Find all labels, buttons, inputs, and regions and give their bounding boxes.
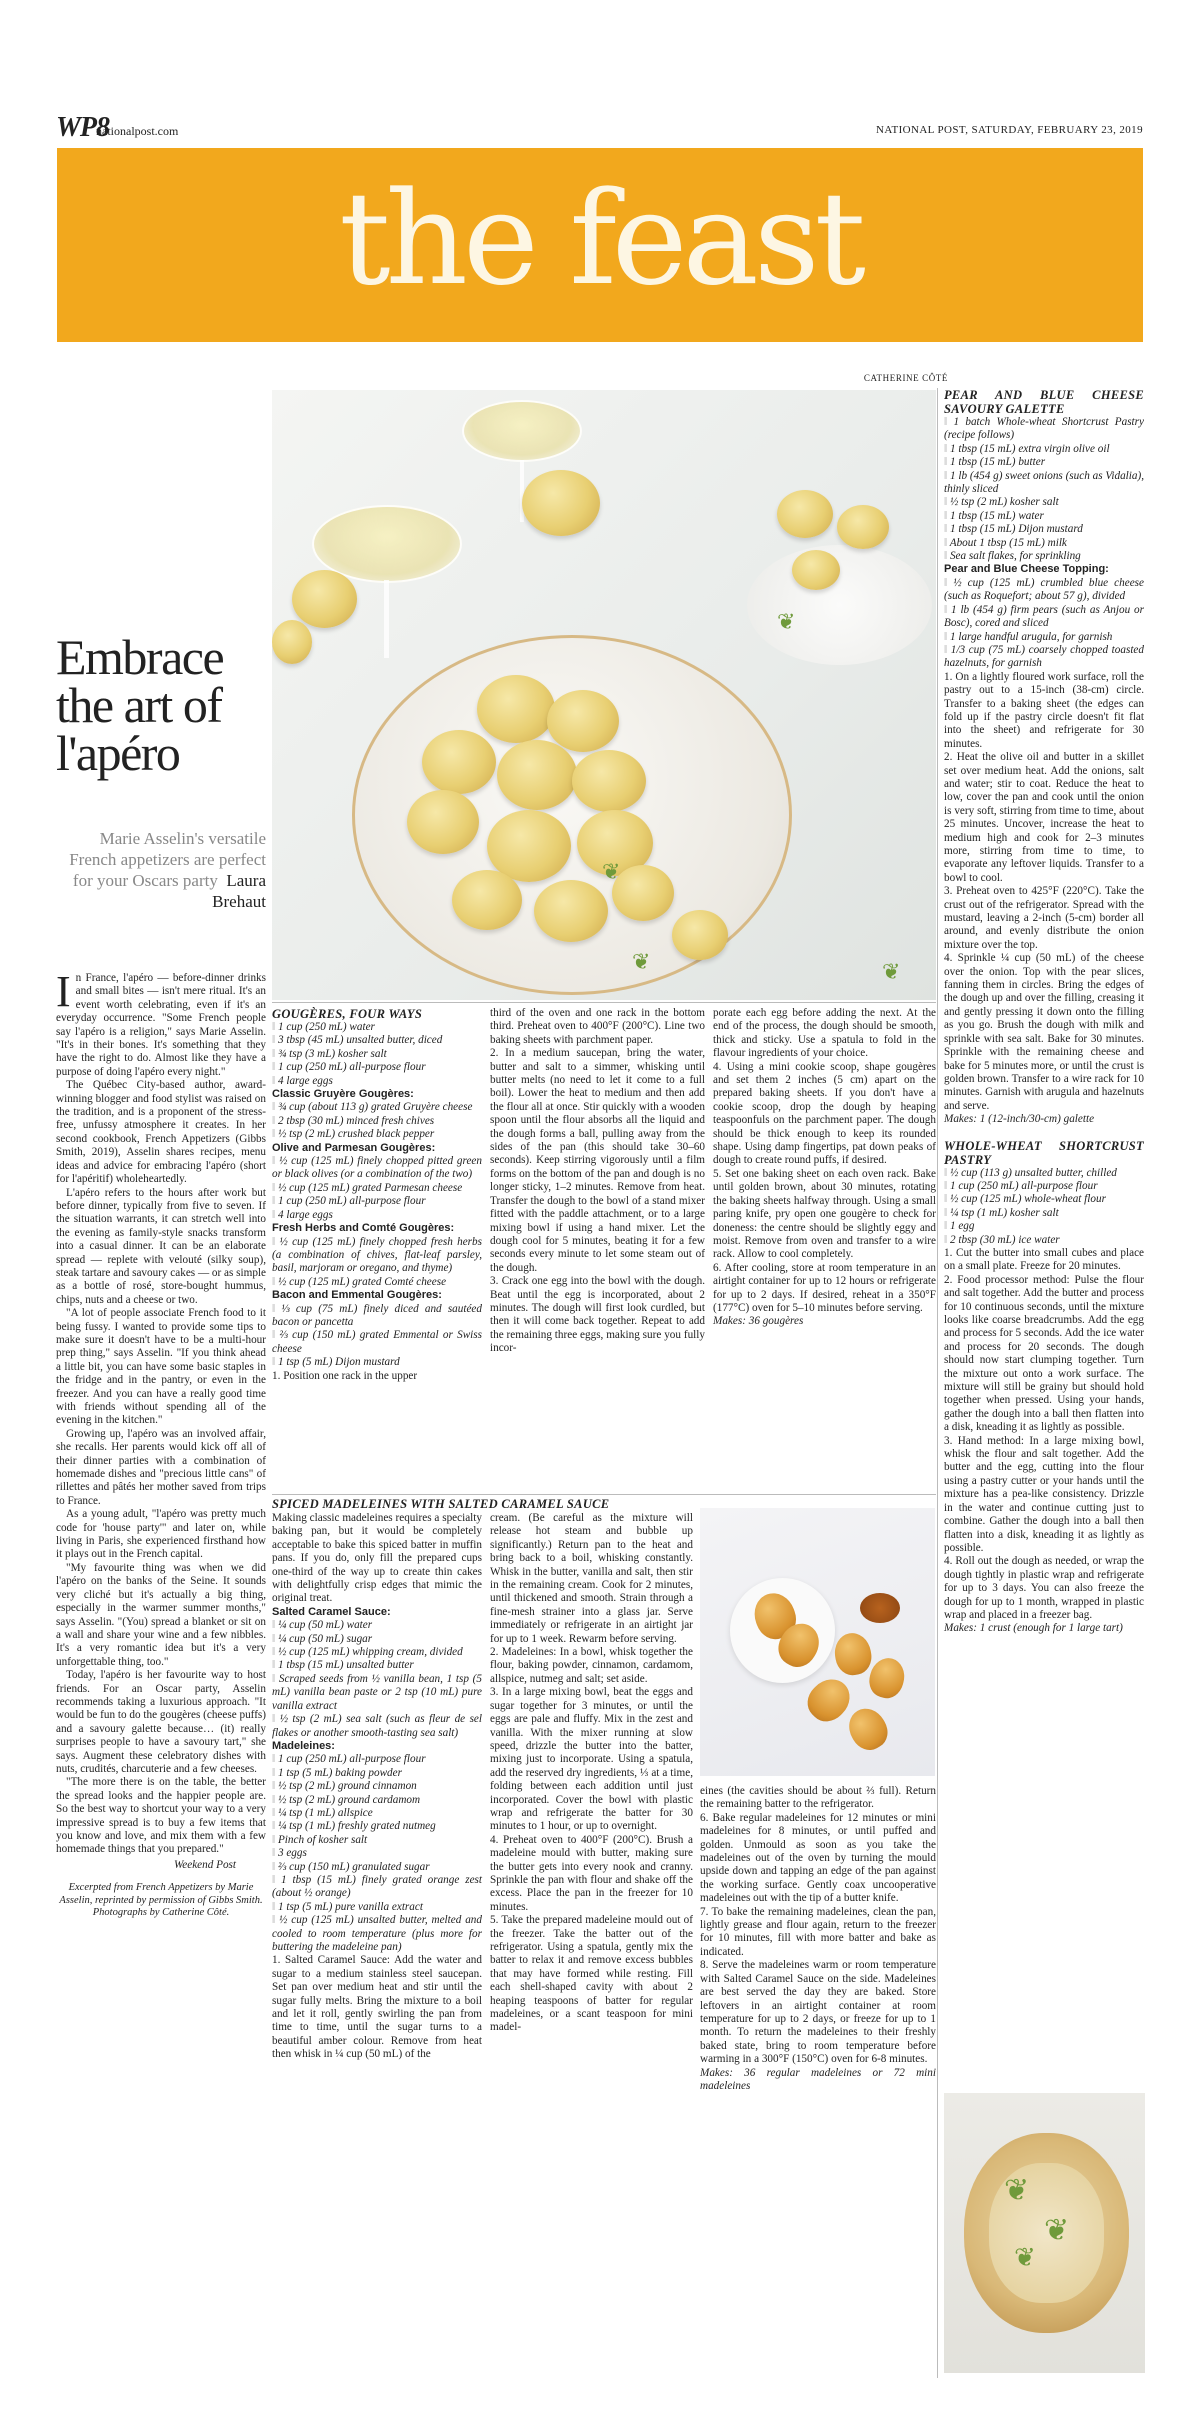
gougere <box>792 550 840 590</box>
ingredient: ‖ ½ cup (113 g) unsalted butter, chilled <box>944 1166 1117 1179</box>
deck-text: Marie Asselin's versatile French appetizers are perfect for your Oscars party <box>69 829 266 890</box>
ingredient: ‖ ¼ cup (50 mL) sugar <box>272 1632 373 1645</box>
recipe-title: GOUGÈRES, FOUR WAYS <box>272 1007 423 1021</box>
recipe-step: 5. Take the prepared madeleine mould out of the freezer. Take the batter out of the refrigerator. Using a spatula, gently mix the batter to relax it and remove excess bubbles that may have formed while resting. Fill each shell-shaped cavity with about 2 heaping teaspoons of batter for regular madeleines, or a scant teaspoon for mini madel- <box>490 1914 693 2034</box>
recipe-title: SPICED MADELEINES WITH SALTED CARAMEL SAUCE <box>272 1497 610 1511</box>
gougere <box>534 880 608 942</box>
ingredient: ‖ 4 large eggs <box>272 1074 333 1087</box>
recipe-intro: Making classic madeleines requires a specialty baking pan, but it would be completely acceptable to bake this spiced batter in muffin pans. If you do, only fill the prepared cups one-third of the way up to create thin cakes with delightfully crisp edges that mimic the original treat. <box>272 1512 482 1605</box>
ingredient: ‖ ⅓ cup (75 mL) finely diced and sautéed bacon or pancetta <box>272 1302 482 1328</box>
ingredient: ‖ 1 tbsp (15 mL) extra virgin olive oil <box>944 442 1110 455</box>
variation-heading: Classic Gruyère Gougères: <box>272 1088 414 1101</box>
recipe-title: PEAR AND BLUE CHEESE SAVOURY GALETTE <box>944 388 1144 416</box>
ingredient: ‖ 3 eggs <box>272 1847 307 1860</box>
article-paragraph: L'apéro refers to the hours after work but before dinner, typically from five to seven. If the situation warrants, it can stretch well into the evening as family-style snacks transform into a casual dinner. It can be an elaborate spread — replete with velouté (silky soup), steak tartare and savoury cakes — or as simple as a bottle of rosé, store-bought hummus, chips, nuts and a cheese or two. <box>56 1186 267 1306</box>
recipe-step: 4. Using a mini cookie scoop, shape gougères and set them 2 inches (5 cm) apart on the prepared baking sheets. If you don't have a cookie scoop, drop the dough by heaping teaspoonfuls on the parchment paper. The dough should be thick enough to keep its rounded shape. Using damp fingertips, pat down peaks of dough to create round puffs, if desired. <box>713 1060 936 1167</box>
gougere <box>612 865 674 921</box>
madeleines-col-3 <box>700 1785 936 2093</box>
ingredient: ‖ ½ cup (125 mL) whipping cream, divided <box>272 1646 463 1659</box>
recipe-step: 2. Madeleines: In a bowl, whisk together the flour, baking powder, cinnamon, cardamom, allspice, nutmeg and salt; set aside. <box>490 1646 693 1685</box>
ingredient: ‖ 1 cup (250 mL) all-purpose flour <box>272 1753 426 1766</box>
galette-photo <box>944 2093 1145 2373</box>
gougere <box>547 690 619 752</box>
ingredient: ‖ 1 lb (454 g) sweet onions (such as Vidalia), thinly sliced <box>944 469 1144 496</box>
column-rule <box>937 388 938 2378</box>
ingredient: ‖ 1 tsp (5 mL) baking powder <box>272 1766 402 1779</box>
ingredient: ‖ 1 tbsp (15 mL) unsalted butter <box>272 1659 414 1672</box>
ingredient: ‖ ½ cup (125 mL) grated Parmesan cheese <box>272 1181 463 1194</box>
ingredient: ‖ 1 egg <box>944 1220 975 1233</box>
gougere <box>837 505 889 549</box>
recipe-title: WHOLE-WHEAT SHORTCRUST PASTRY <box>944 1138 1144 1167</box>
ingredient: ‖ ½ tsp (2 mL) kosher salt <box>944 496 1059 509</box>
hero-photo-gougeres <box>272 390 936 1000</box>
page-number: WP8 <box>56 112 109 143</box>
ingredient: ‖ ½ cup (125 mL) unsalted butter, melted and cooled to room temperature (plus more for buttering the madeleine pan) <box>272 1914 482 1953</box>
article-body <box>56 967 267 1920</box>
ingredient: ‖ ¾ cup (about 113 g) grated Gruyère cheese <box>272 1101 473 1114</box>
recipe-step: 7. To bake the remaining madeleines, clean the pan, lightly grease and flour again, return to the freezer for 10 minutes, fill with more batter and bake as indicated. <box>700 1905 936 1958</box>
recipe-step: 3. Preheat oven to 425°F (220°C). Take the crust out of the refrigerator. Spread with the mustard, leaving a 2-inch (5-cm) border all around, and evenly distribute the onion mixture over the top. <box>944 885 1144 951</box>
recipe-step: 3. In a large mixing bowl, beat the eggs and sugar together for 3 minutes, or until the eggs are pale and fluffy. Mix in the zest and vanilla. With the mixer running at slow speed, drizzle the butter into the batter, mixing just to incorporate. Using a spatula, add the reserved dry ingredients, ⅓ at a time, folding between each addition until just incorporated. Cover the bowl with plastic wrap and refrigerate the batter for 30 minutes to 1 hour, or up to overnight. <box>490 1686 693 1833</box>
madeleine <box>842 1702 894 1756</box>
gougere <box>422 730 496 794</box>
headline: Embrace the art of l'apéro <box>56 629 224 781</box>
recipe-step: 4. Sprinkle ¼ cup (50 mL) of the cheese over the onion. Top with the pear slices, fanning them in circles. Bring the edges of the dough up and over the filling, creasing it and gently pressing it down onto the filling as you go. Brush the dough with milk and sprinkle with sea salt. Bake for 30 minutes. Sprinkle with the remaining cheese and bake for 5 minutes more, or until the crust is golden brown. Transfer to a wire rack for 10 minutes. Garnish with arugula and hazelnuts and serve. <box>944 952 1144 1112</box>
glass-stem <box>384 580 389 658</box>
herb-sprig: ❦ <box>602 860 621 885</box>
subrecipe-heading: Madeleines: <box>272 1739 335 1752</box>
arugula-garnish: ❦ <box>1044 2213 1070 2248</box>
article-paragraph: The Québec City-based author, award-winning blogger and food stylist was raised on the tradition, and is a proponent of the stress-free, unfussy atmosphere it creates. In her second cookbook, French Appetizers (Gibbs Smith, 2019), Asselin shares recipes, menu ideas and advice for embracing l'apéro (short for l'apéritif) wholeheartedly. <box>56 1079 266 1186</box>
ingredient: ‖ Scraped seeds from ½ vanilla bean, 1 tsp (5 mL) vanilla bean paste or 2 tsp (10 mL) pure vanilla extract <box>272 1672 482 1712</box>
ingredient: ‖ ½ tsp (2 mL) crushed black pepper <box>272 1128 435 1141</box>
recipe-step: cream. (Be careful as the mixture will release hot steam and bubble up significantly.) Return pan to the heat and bring back to a boil, whisking constantly. Whisk in the butter, vanilla and salt, then stir in the remaining cream. Cook for 2 minutes, until thickened and smooth. Strain through a fine-mesh strainer into a glass jar. Serve immediately or refrigerate in an airtight jar for up to 1 week. Rewarm before serving. <box>490 1512 693 1645</box>
ingredient: ‖ ½ cup (125 mL) finely chopped pitted green or black olives (or a combination of the two) <box>272 1155 482 1181</box>
gougeres-col-2 <box>490 1007 705 1356</box>
byline: Laura Brehaut <box>212 871 266 911</box>
ingredient: ‖ 4 large eggs <box>272 1208 333 1221</box>
ingredient: ‖ 1 cup (250 mL) all-purpose flour <box>944 1179 1098 1192</box>
ingredient: ‖ ½ tsp (2 mL) ground cardamom <box>272 1793 421 1806</box>
ingredient: ‖ ½ cup (125 mL) finely chopped fresh herbs (a combination of chives, flat-leaf parsley, basil, marjoram or oregano, and thyme) <box>272 1235 482 1275</box>
article-paragraph: Today, l'apéro is her favourite way to host friends. For an Oscar party, Asselin recommends taking a luxurious approach. "It would be fun to do the gougères (cheese puffs) and a savoury galette because… (it) really surprises people to have a savoury tart," she says. Augment these celebratory dishes with nuts, crudités, charcuterie and a few cheeses. <box>56 1669 266 1775</box>
recipe-step: 2. Heat the olive oil and butter in a skillet set over medium heat. Add the onions, salt and water; stir to coat. Reduce the heat to low, cover the pan and cook until the onion is very soft, stirring from time to time, about 25 minutes. Uncover, increase the heat to medium high and cook for 2–3 minutes more, stirring from time to time, to evaporate any leftover liquids. Transfer to a bowl to cool. <box>944 751 1144 884</box>
ingredient: ‖ 1 lb (454 g) firm pears (such as Anjou or Bosc), cored and sliced <box>944 603 1144 630</box>
photo-credit: CATHERINE CÔTÉ <box>863 373 948 383</box>
gougere <box>497 740 577 810</box>
recipe-yield: Makes: 1 (12-inch/30-cm) galette <box>944 1113 1095 1126</box>
gougeres-col-1 <box>272 1007 482 1383</box>
champagne-glass <box>462 400 582 462</box>
recipe-step: 6. Bake regular madeleines for 12 minutes or mini madeleines for 8 minutes, or until puffed and golden. Unmould as soon as you take the madeleines out of the oven by turning the mould upside down and tapping an edge of the pan against the working surface. Gently coax uncooperative madeleines out with the tip of a butter knife. <box>700 1811 936 1905</box>
variation-heading: Olive and Parmesan Gougères: <box>272 1141 436 1154</box>
ingredient: ‖ ½ cup (125 mL) grated Comté cheese <box>272 1275 447 1288</box>
small-plate <box>747 545 932 665</box>
recipe-step: 1. Cut the butter into small cubes and place on a small plate. Freeze for 20 minutes. <box>944 1246 1144 1273</box>
gougere <box>452 870 522 930</box>
article-paragraph: Growing up, l'apéro was an involved affair, she recalls. Her parents would kick off all of their dinner parties with a combination of homemade dishes and "precious little cans" of rillettes and pâtés her mother saved from trips to France. <box>56 1427 266 1507</box>
recipe-yield: Makes: 36 gougères <box>713 1315 804 1328</box>
variation-heading: Bacon and Emmental Gougères: <box>272 1289 442 1302</box>
rule <box>272 1494 936 1495</box>
recipe-step: eines (the cavities should be about ⅔ full). Return the remaining batter to the refrigerator. <box>700 1785 936 1811</box>
article-paragraph: As a young adult, "l'apéro was pretty much code for 'house party'" and later on, while living in Paris, she experienced firsthand how it plays out in the French capital. <box>56 1508 266 1561</box>
galette-recipe <box>944 388 1144 1636</box>
recipe-step: third of the oven and one rack in the bottom third. Preheat oven to 400°F (200°C). Line two baking sheets with parchment paper. <box>490 1007 705 1046</box>
recipe-step: 4. Roll out the dough as needed, or wrap the dough tightly in plastic wrap and refrigerate for up to 3 days. You can also freeze the dough for up to 1 month, wrapped in plastic wrap and placed in a freezer bag. <box>944 1555 1144 1621</box>
recipe-step: 3. Hand method: In a large mixing bowl, whisk the flour and salt together. Add the butter and the egg, cutting into the flour using a pastry cutter or your hands until the mixture has a pea-like consistency. Drizzle in the water and continue cutting just to combine. Gather the dough into a ball then flatten into a disk, kneading it as lightly as possible. <box>944 1434 1144 1554</box>
ingredient: ‖ 2 tbsp (30 mL) minced fresh chives <box>272 1114 435 1127</box>
ingredient: ‖ 1 tsp (5 mL) pure vanilla extract <box>272 1900 423 1913</box>
ingredient: ‖ 1 tbsp (15 mL) finely grated orange zest (about ½ orange) <box>272 1873 482 1900</box>
recipe-step: 1. On a lightly floured work surface, roll the pastry out to a 15-inch (38-cm) circle. Transfer to a baking sheet (the edges can fold up if the pastry circle doesn't fit flat into the sheet) and refrigerate for 30 minutes. <box>944 670 1144 750</box>
ingredient: ‖ ½ cup (125 mL) whole-wheat flour <box>944 1193 1106 1206</box>
article-paragraph: "A lot of people associate French food to it being fussy. I wanted to provide some tips to make sure it doesn't have to be a multi-hour prep thing," says Asselin. "If you think ahead a little bit, you can have some basic staples in the fridge and in the pantry, or even in the freezer. And you can have a really good time with friends without spending all of the evening in the kitchen." <box>56 1307 266 1427</box>
recipe-step: 2. In a medium saucepan, bring the water, butter and salt to a simmer, whisking until butter melts (no need to let it come to a full boil). Lower the heat to medium and then add the flour all at once. Stir quickly with a wooden spoon until the flour absorbs all the liquid and the dough forms a ball, pulling away from the sides of the pan (this should take 30–60 seconds). Keep stirring vigorously until a film forms on the bottom of the pan and dough is no longer sticky, 1–2 minutes. Remove from heat. Transfer the dough to the bowl of a stand mixer fitted with the paddle attachment, or to a large mixing bowl if using a hand mixer. Let the dough cool for 5 minutes, beating it for a few seconds every minute to let some steam out of the dough. <box>490 1047 705 1274</box>
deck <box>56 828 266 912</box>
ingredient: ‖ Sea salt flakes, for sprinkling <box>944 550 1081 563</box>
subrecipe-heading: Salted Caramel Sauce: <box>272 1605 391 1618</box>
subrecipe-heading: Pear and Blue Cheese Topping: <box>944 563 1109 576</box>
ingredient: ‖ 2 tbsp (30 mL) ice water <box>944 1233 1060 1246</box>
madeleine <box>832 1630 875 1678</box>
ingredient: ‖ ½ cup (125 mL) crumbled blue cheese (such as Roquefort; about 57 g), divided <box>944 576 1144 603</box>
ingredient: ‖ 1 cup (250 mL) all-purpose flour <box>272 1061 426 1074</box>
rule <box>272 1002 936 1003</box>
recipe-step: 6. After cooling, store at room temperature in an airtight container for up to 12 hours or refrigerate for up to 2 days. If desired, reheat in a 350°F (177°C) oven for 5–10 minutes before serving. <box>713 1261 936 1314</box>
recipe-step: porate each egg before adding the next. At the end of the process, the dough should be smooth, thick and sticky. Use a spatula to fold in the flavour ingredients of your choice. <box>713 1007 936 1060</box>
ingredient: ‖ ½ tsp (2 mL) ground cinnamon <box>272 1780 417 1793</box>
gougere <box>292 570 357 628</box>
recipe-step: 2. Food processor method: Pulse the flour and salt together. Add the butter and process for 10 continuous seconds, until the mixture looks like coarse breadcrumbs. Add the egg and process for 5 seconds. Add the ice water and process for 20 seconds. The dough should now start clumping together. Turn the mixture out onto a work surface. The mixture will still be grainy but should hold together when pressed. Using your hands, gather the dough into a ball then flatten into a disk, kneading it as lightly as possible. <box>944 1273 1144 1434</box>
ingredient: ‖ ¾ tsp (3 mL) kosher salt <box>272 1047 387 1060</box>
ingredient: ‖ 3 tbsp (45 mL) unsalted butter, diced <box>272 1034 443 1047</box>
ingredient: ‖ 1 large handful arugula, for garnish <box>944 630 1113 643</box>
gougere <box>572 750 646 812</box>
ingredient: ‖ ½ tsp (2 mL) sea salt (such as fleur de sel flakes or another smooth-tasting sea salt) <box>272 1713 482 1739</box>
gougere <box>407 790 479 854</box>
ingredient: ‖ ¼ tsp (1 mL) kosher salt <box>944 1206 1059 1219</box>
ingredient: ‖ 1 tbsp (15 mL) butter <box>944 456 1046 469</box>
gougeres-col-3 <box>713 1007 936 1329</box>
madeleine <box>865 1654 908 1701</box>
signoff: Weekend Post <box>173 1858 236 1871</box>
arugula-garnish: ❦ <box>1004 2173 1030 2208</box>
ingredient: ‖ ¼ tsp (1 mL) freshly grated nutmeg <box>272 1820 436 1833</box>
recipe-step: 3. Crack one egg into the bowl with the dough. Beat until the egg is incorporated, about 2 minutes. The dough will first look curdled, but then it will come back together. Repeat to add the remaining three eggs, making sure you fully incor- <box>490 1275 705 1355</box>
ingredient: ‖ 1 cup (250 mL) all-purpose flour <box>272 1195 426 1208</box>
herb-sprig: ❦ <box>777 610 796 635</box>
arugula-garnish: ❦ <box>1014 2243 1036 2273</box>
excerpt-note: Excerpted from French Appetizers by Marie Asselin, reprinted by permission of Gibbs Smith. Photographs by Catherine Côté. <box>59 1882 263 1919</box>
ingredient: ‖ 1 cup (250 mL) water <box>272 1021 375 1033</box>
ingredient: ‖ 1 tbsp (15 mL) water <box>944 509 1044 522</box>
ingredient: ‖ ¼ tsp (1 mL) allspice <box>272 1806 373 1819</box>
madeleines-col-2 <box>490 1512 693 2035</box>
gougere <box>522 470 600 536</box>
section-banner <box>57 148 1143 342</box>
recipe-step: 5. Set one baking sheet on each oven rack. Bake until golden brown, about 30 minutes, rotating the baking sheets halfway through. Using a small paring knife, pry open one gougère to check for doneness: the centre should be slightly eggy and moist. Remove from oven and transfer to a wire rack. Allow to cool completely. <box>713 1167 936 1261</box>
herb-sprig: ❦ <box>632 950 651 975</box>
gougere <box>672 910 728 960</box>
herb-sprig: ❦ <box>882 960 901 985</box>
article-paragraph: n France, l'apéro — before-dinner drinks and small bites — isn't mere ritual. It's an event worth celebrating, even if it's an everyday occurrence. "Some French people say l'apéro is a religion," says Marie Asselin. "It's in their bones. It's something that they have the right to do. Almost like they have a purpose of doing l'apéro every night." <box>56 972 266 1078</box>
recipe-step: 4. Preheat oven to 400°F (200°C). Brush a madeleine mould with butter, making sure the butter gets into every nook and cranny. Sprinkle the pan with flour and shake off the excess. Place the pan in the freezer for 10 minutes. <box>490 1833 693 1913</box>
gougere <box>777 490 833 538</box>
madeleines-photo <box>700 1508 935 1776</box>
recipe-step: 1. Position one rack in the upper <box>272 1369 418 1382</box>
ingredient: ‖ 1 tbsp (15 mL) Dijon mustard <box>944 523 1083 536</box>
section-title: the feast <box>339 165 861 314</box>
ingredient: ‖ Pinch of kosher salt <box>272 1833 368 1846</box>
ingredient: ‖ ⅔ cup (150 mL) grated Emmental or Swiss cheese <box>272 1329 482 1355</box>
gougere <box>477 675 555 743</box>
dateline: NATIONAL POST, SATURDAY, FEBRUARY 23, 2019 <box>876 124 1143 136</box>
ingredient: ‖ 1 tsp (5 mL) Dijon mustard <box>272 1356 400 1369</box>
site-url: nationalpost.com <box>96 124 179 138</box>
recipe-yield: Makes: 1 crust (enough for 1 large tart) <box>944 1622 1123 1635</box>
caramel-sauce <box>860 1593 900 1623</box>
ingredient: ‖ 1/3 cup (75 mL) coarsely chopped toasted hazelnuts, for garnish <box>944 643 1144 670</box>
variation-heading: Fresh Herbs and Comté Gougères: <box>272 1222 455 1235</box>
ingredient: ‖ ⅔ cup (150 mL) granulated sugar <box>272 1860 430 1873</box>
drop-cap: I <box>56 967 71 1016</box>
gougere <box>272 620 312 664</box>
recipe-yield: Makes: 36 regular madeleines or 72 mini madeleines <box>700 2066 936 2092</box>
article-paragraph: "My favourite thing was when we did l'apéro on the banks of the Seine. It sounds very cliché but it's actually a big thing, especially in the warmer summer months," says Asselin. "(You) spread a blanket or sit on a wall and share your wine and a few nibbles. It's a very romantic idea but it's a very unforgettable thing, too." <box>56 1561 266 1668</box>
article-paragraph: "The more there is on the table, the better the spread looks and the happier people are. So the best way to shortcut your way to a very impressive spread is to buy a few items that you know and love, and mix them with a few homemade things that you prepared." <box>56 1776 266 1856</box>
recipe-step: 8. Serve the madeleines warm or room temperature with Salted Caramel Sauce on the side. Madeleines are best served the day they are baked. Store leftovers in an airtight container at room temperature for up to 2 days, or freeze for up to 1 month. To return the madeleines to their freshly baked state, bring to room temperature before warming in a 300°F (150°C) oven for 6-8 minutes. <box>700 1959 936 2066</box>
ingredient: ‖ 1 batch Whole-wheat Shortcrust Pastry (recipe follows) <box>944 416 1144 442</box>
ingredient: ‖ About 1 tbsp (15 mL) milk <box>944 536 1067 549</box>
madeleines-col-1 <box>272 1512 482 2062</box>
ingredient: ‖ ¼ cup (50 mL) water <box>272 1619 373 1632</box>
recipe-step: 1. Salted Caramel Sauce: Add the water and sugar to a medium stainless steel saucepan. Set pan over medium heat and stir until the sugar fully melts. Bring the mixture to a boil and let it roll, gently swirling the pan from time to time, until the sugar turns to a beautiful amber colour. Remove from heat then whisk in ¼ cup (50 mL) of the <box>272 1954 482 2061</box>
